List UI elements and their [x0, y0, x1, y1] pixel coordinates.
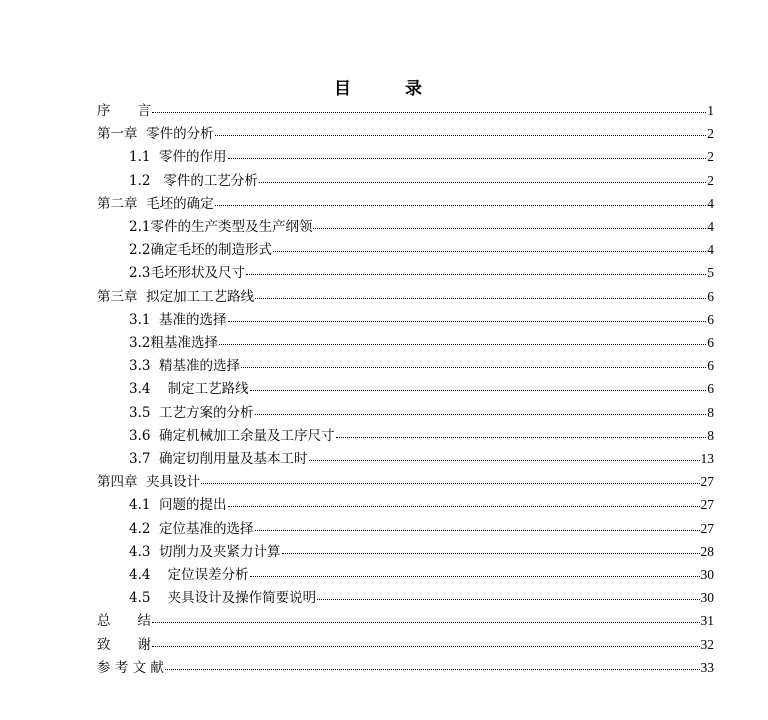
- dot-leader: [255, 414, 707, 415]
- toc-entry-label: 第一章 零件的分析: [97, 126, 214, 143]
- toc-entry[interactable]: [97, 470, 714, 491]
- toc-entry-page-number: 4: [707, 219, 714, 234]
- toc-entry-page-number: 2: [707, 126, 714, 142]
- toc-entry-page-number: 6: [707, 358, 714, 374]
- toc-entry-page-number: 13: [700, 451, 714, 466]
- toc-entry-label: 致 谢: [97, 636, 151, 653]
- dot-leader: [255, 298, 706, 299]
- toc-entry[interactable]: [129, 493, 714, 514]
- toc-entry-label: 4.3 切削力及夹紧力计算: [129, 543, 281, 560]
- dot-leader: [255, 530, 700, 531]
- dot-leader: [152, 622, 700, 623]
- toc-entry-label: 3.6 确定机械加工余量及工序尺寸: [129, 427, 335, 444]
- toc-entry[interactable]: [129, 563, 714, 581]
- toc-entry-label: 3.7 确定切削用量及基本工时: [129, 451, 308, 467]
- toc-entry-label: 3.4 制定工艺路线: [129, 381, 249, 398]
- dot-leader: [246, 274, 706, 275]
- toc-entry-page-number: 30: [700, 590, 714, 606]
- toc-entry-label: 序 言: [97, 103, 151, 119]
- toc-entry-label: 3.1 基准的选择: [129, 311, 227, 328]
- toc-entry-label: 4.5 夹具设计及操作简要说明: [129, 590, 317, 607]
- dot-leader: [228, 506, 700, 507]
- toc-entry[interactable]: [129, 331, 714, 349]
- toc-entry-page-number: 2: [707, 172, 714, 188]
- toc-entry[interactable]: [129, 424, 714, 442]
- toc-entry-page-number: 2: [707, 149, 714, 165]
- toc-entry[interactable]: [97, 192, 714, 210]
- toc-title: 目 录: [334, 79, 446, 99]
- toc-entry-label: 第二章 毛坯的确定: [97, 195, 214, 212]
- toc-entry-page-number: 27: [700, 520, 714, 536]
- toc-entry-label: 第四章 夹具设计: [97, 474, 201, 491]
- toc-entry-page-number: 6: [707, 288, 714, 304]
- toc-entry-page-number: 4: [707, 242, 714, 258]
- toc-entry[interactable]: [97, 633, 714, 651]
- dot-leader: [215, 205, 707, 206]
- toc-entry-page-number: 30: [700, 567, 714, 582]
- toc-entry[interactable]: [97, 122, 714, 143]
- toc-entry-label: 2.2确定毛坯的制造形式: [129, 242, 272, 259]
- toc-entry-label: 1.2 零件的工艺分析: [129, 172, 258, 189]
- dot-leader: [336, 437, 707, 438]
- toc-entry-page-number: 32: [700, 636, 714, 652]
- toc-entry-label: 2.1零件的生产类型及生产纲领: [129, 219, 313, 235]
- toc-entry-page-number: 6: [707, 311, 714, 327]
- toc-entry[interactable]: [129, 215, 714, 233]
- toc-entry[interactable]: [97, 285, 714, 303]
- dot-leader: [165, 669, 700, 670]
- toc-entry[interactable]: [129, 447, 714, 465]
- toc-entry[interactable]: [97, 99, 714, 117]
- toc-entry-page-number: 27: [700, 497, 714, 513]
- dot-leader: [282, 553, 700, 554]
- toc-entry-label: 3.3 精基准的选择: [129, 358, 241, 375]
- toc-entry-label: 3.2粗基准选择: [129, 335, 218, 351]
- dot-leader: [215, 135, 707, 136]
- toc-entry-page-number: 5: [707, 265, 714, 281]
- dot-leader: [241, 367, 706, 368]
- toc-entry-page-number: 28: [700, 543, 714, 559]
- toc-entry[interactable]: [129, 354, 714, 375]
- toc-entry[interactable]: [97, 609, 714, 630]
- toc-entry-page-number: 6: [707, 335, 714, 350]
- toc-entry[interactable]: [129, 401, 714, 419]
- toc-entry-label: 3.5 工艺方案的分析: [129, 404, 254, 421]
- toc-entry-page-number: 27: [700, 474, 714, 490]
- toc-entry-label: 4.2 定位基准的选择: [129, 520, 254, 537]
- toc-entry-page-number: 1: [707, 103, 714, 118]
- toc-entry[interactable]: [129, 261, 714, 282]
- toc-entry[interactable]: [129, 145, 714, 166]
- toc-entry-page-number: 8: [707, 427, 714, 443]
- toc-entry[interactable]: [129, 540, 714, 558]
- toc-entry[interactable]: [129, 238, 714, 259]
- toc-entry-label: 第三章 拟定加工工艺路线: [97, 288, 255, 305]
- toc-entry-page-number: 33: [700, 659, 714, 675]
- dot-leader: [152, 646, 700, 647]
- toc-entry[interactable]: [129, 308, 714, 326]
- toc-entry[interactable]: [129, 586, 714, 607]
- toc-entry-page-number: 8: [707, 404, 714, 420]
- dot-leader: [228, 158, 707, 159]
- toc-entry-page-number: 4: [707, 195, 714, 211]
- toc-entry[interactable]: [129, 169, 714, 187]
- dot-leader: [309, 460, 700, 461]
- dot-leader: [259, 182, 706, 183]
- toc-entry-label: 4.1 问题的提出: [129, 497, 227, 514]
- dot-leader: [250, 576, 700, 577]
- dot-leader: [228, 321, 707, 322]
- toc-entry-label: 2.3毛坯形状及尺寸: [129, 265, 245, 282]
- dot-leader: [152, 112, 706, 113]
- dot-leader: [219, 344, 706, 345]
- toc-entry[interactable]: [129, 517, 714, 535]
- dot-leader: [201, 483, 699, 484]
- toc-entry-label: 1.1 零件的作用: [129, 149, 227, 166]
- toc-entry-page-number: 31: [700, 613, 714, 629]
- toc-entry-page-number: 6: [707, 381, 714, 397]
- toc-entry-label: 参 考 文 献: [97, 659, 164, 676]
- dot-leader: [317, 599, 699, 600]
- dot-leader: [273, 251, 706, 252]
- toc-entry[interactable]: [97, 656, 714, 674]
- toc-entry[interactable]: [129, 377, 714, 398]
- toc-entry-label: 4.4 定位误差分析: [129, 567, 249, 583]
- dot-leader: [313, 228, 706, 229]
- toc-entry-label: 总 结: [97, 613, 151, 630]
- dot-leader: [250, 390, 707, 391]
